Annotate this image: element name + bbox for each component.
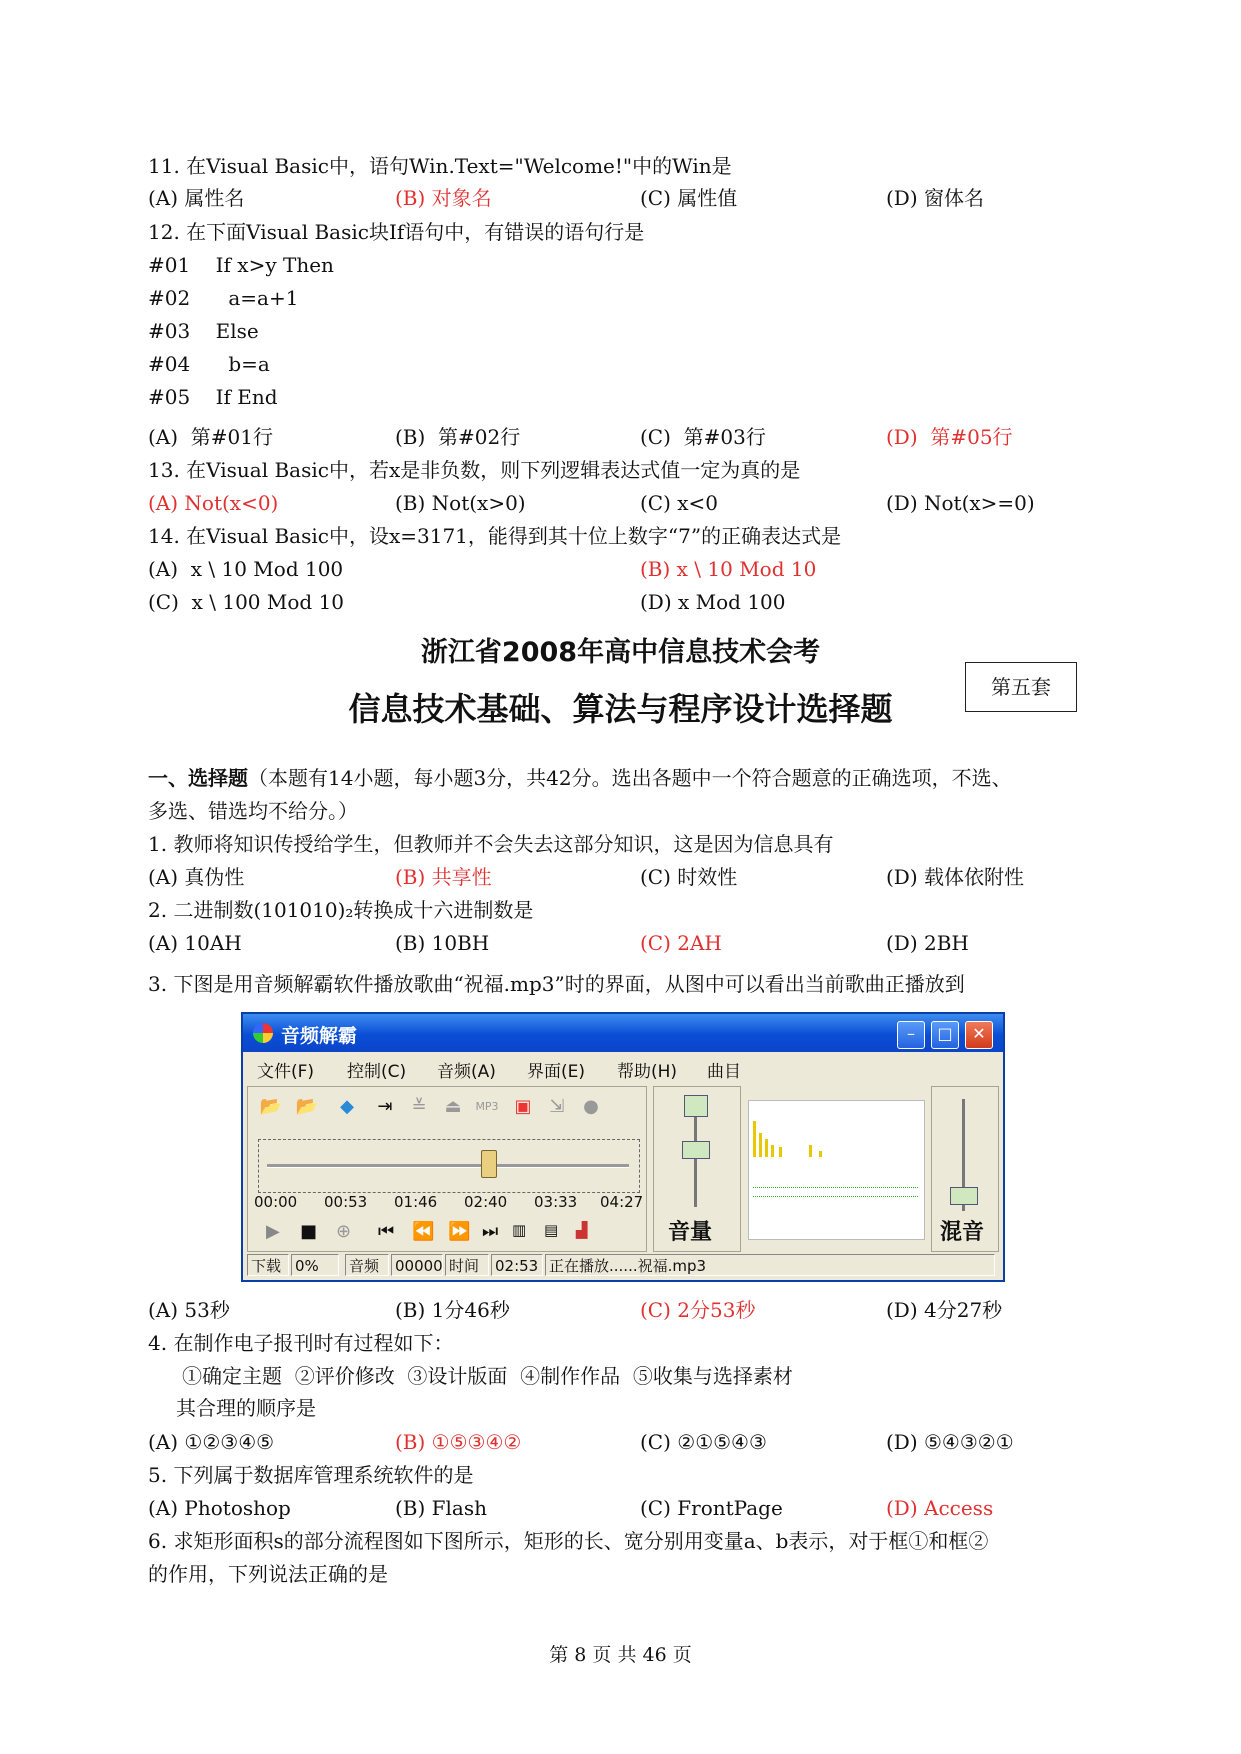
- section-intro: [148, 764, 1012, 792]
- loop-icon[interactable]: ≚: [411, 1096, 427, 1117]
- ab-repeat-icon[interactable]: ⇥: [377, 1096, 393, 1117]
- q13-option-d: (D) Not(x>=0): [886, 491, 1035, 515]
- p1-option-d: (D) 载体依附性: [886, 865, 1024, 889]
- mix-panel: [931, 1086, 999, 1252]
- code-line: #02 a=a+1: [148, 286, 299, 310]
- time-label: 时间: [445, 1254, 489, 1276]
- open-file-icon[interactable]: 📂: [295, 1096, 319, 1117]
- p2-option-b: (B) 10BH: [395, 931, 490, 955]
- audio-label: 音频: [345, 1254, 389, 1276]
- code-line: #05 If End: [148, 385, 278, 409]
- player-title: 音频解霸: [281, 1025, 358, 1047]
- menu-file[interactable]: 文件(F): [257, 1062, 315, 1082]
- q14-option-d: (D) x Mod 100: [640, 590, 786, 614]
- exam-subtitle: 信息技术基础、算法与程序设计选择题: [348, 690, 893, 728]
- q11-option-d: (D) 窗体名: [886, 186, 984, 210]
- p1-option-a: (A) 真伪性: [148, 865, 245, 889]
- open-folder-icon[interactable]: 📂: [259, 1096, 283, 1117]
- p4-stem: 4. 在制作电子报刊时有过程如下：: [148, 1331, 454, 1355]
- spectrum-icon[interactable]: ▟: [576, 1221, 588, 1239]
- q12-stem: 12. 在下面Visual Basic块If语句中，有错误的语句行是: [148, 220, 645, 244]
- section-desc: （本题有14小题，每小题3分，共42分。选出各题中一个符合题意的正确选项，不选、: [248, 766, 1012, 790]
- p4-option-c: (C) ②①⑤④③: [640, 1430, 767, 1454]
- q11-stem: 11. 在Visual Basic中，语句Win.Text="Welcome!"中的Win是: [148, 154, 732, 178]
- p1-stem: 1. 教师将知识传授给学生，但教师并不会失去这部分知识，这是因为信息具有: [148, 832, 834, 856]
- menu-help[interactable]: 帮助(H): [617, 1062, 678, 1082]
- spectrum-bar: [753, 1121, 756, 1157]
- p6-stem: 6. 求矩形面积s的部分流程图如下图所示，矩形的长、宽分别用变量a、b表示，对于框①和框②: [148, 1529, 989, 1553]
- q14-stem: 14. 在Visual Basic中，设x=3171，能得到其十位上数字“7”的正确表达式是: [148, 524, 842, 548]
- time-value: 02:53: [491, 1254, 543, 1276]
- q11-option-b: (B) 对象名: [395, 186, 492, 210]
- screen-icon[interactable]: ▤: [544, 1221, 559, 1239]
- seek-thumb[interactable]: [481, 1150, 497, 1178]
- mix-label: 混音: [940, 1220, 985, 1245]
- q14-option-a: (A) x \ 10 Mod 100: [148, 557, 344, 581]
- waveform: [753, 1187, 918, 1197]
- q12-option-a: (A) 第#01行: [148, 425, 273, 449]
- time-mark: 00:00: [254, 1193, 298, 1211]
- playlist-icon[interactable]: ◆: [340, 1096, 354, 1117]
- mp3-icon[interactable]: MP3: [475, 1100, 499, 1113]
- volume-panel: [653, 1086, 741, 1252]
- volume-label: 音量: [668, 1220, 713, 1245]
- q12-option-d: (D) 第#05行: [886, 425, 1013, 449]
- section-desc-cont: 多选、错选均不给分。）: [148, 799, 358, 823]
- minimize-icon[interactable]: –: [897, 1021, 925, 1049]
- balance-slider[interactable]: [684, 1095, 708, 1117]
- code-line: #03 Else: [148, 319, 259, 343]
- time-mark: 01:46: [394, 1193, 438, 1211]
- mix-slider[interactable]: [950, 1187, 978, 1205]
- p1-option-b: (B) 共享性: [395, 865, 492, 889]
- p5-option-b: (B) Flash: [395, 1496, 488, 1520]
- p3-option-d: (D) 4分27秒: [886, 1298, 1003, 1322]
- p2-option-c: (C) 2AH: [640, 931, 722, 955]
- p2-stem: 2. 二进制数(101010)₂转换成十六进制数是: [148, 898, 534, 922]
- p2-option-d: (D) 2BH: [886, 931, 969, 955]
- p4-option-a: (A) ①②③④⑤: [148, 1430, 275, 1454]
- player-menubar: [243, 1052, 1003, 1084]
- time-mark: 03:33: [534, 1193, 578, 1211]
- p5-option-c: (C) FrontPage: [640, 1496, 783, 1520]
- record-card-icon[interactable]: ▣: [514, 1096, 532, 1117]
- menu-audio[interactable]: 音频(A): [437, 1062, 496, 1082]
- q13-option-c: (C) x<0: [640, 491, 719, 515]
- spectrum-bar: [765, 1139, 768, 1157]
- seek-track: [267, 1164, 629, 1168]
- equalizer-icon[interactable]: ▥: [512, 1221, 527, 1239]
- audio-player-window: [241, 1012, 1005, 1282]
- menu-control[interactable]: 控制(C): [347, 1062, 407, 1082]
- p5-option-a: (A) Photoshop: [148, 1496, 291, 1520]
- p4-question: 其合理的顺序是: [176, 1396, 316, 1420]
- now-playing: 正在播放......祝福.mp3: [545, 1254, 995, 1276]
- player-statusbar: [247, 1254, 999, 1278]
- q13-stem: 13. 在Visual Basic中，若x是非负数，则下列逻辑表达式值一定为真的是: [148, 458, 801, 482]
- rewind-icon[interactable]: ⏪: [412, 1221, 435, 1242]
- set-label-box: 第五套: [965, 662, 1077, 712]
- control-panel: [247, 1086, 647, 1252]
- previous-track-icon[interactable]: ⏮: [378, 1221, 395, 1242]
- download-label: 下载: [247, 1254, 289, 1276]
- q11-option-a: (A) 属性名: [148, 186, 245, 210]
- p3-option-a: (A) 53秒: [148, 1298, 230, 1322]
- p3-option-b: (B) 1分46秒: [395, 1298, 510, 1322]
- stop-record-icon[interactable]: ●: [583, 1096, 599, 1117]
- p6-stem-cont: 的作用，下列说法正确的是: [148, 1562, 388, 1586]
- p3-option-c: (C) 2分53秒: [640, 1298, 756, 1322]
- p5-option-d: (D) Access: [886, 1496, 994, 1520]
- capture-icon[interactable]: ⇲: [549, 1096, 565, 1117]
- maximize-icon[interactable]: □: [931, 1021, 959, 1049]
- player-titlebar: [243, 1014, 1003, 1052]
- code-line: #01 If x>y Then: [148, 253, 334, 277]
- play-icon[interactable]: ▶: [266, 1221, 280, 1242]
- page-footer: 第 8 页 共 46 页: [549, 1644, 692, 1666]
- web-icon[interactable]: ⊕: [336, 1221, 352, 1242]
- spectrum-bar: [771, 1145, 774, 1157]
- audio-value: 00000: [391, 1254, 443, 1276]
- eject-icon[interactable]: ⏏: [444, 1096, 462, 1117]
- q14-option-b: (B) x \ 10 Mod 10: [640, 557, 817, 581]
- time-mark: 00:53: [324, 1193, 368, 1211]
- spectrum-bar: [759, 1133, 762, 1157]
- q12-option-b: (B) 第#02行: [395, 425, 521, 449]
- q14-option-c: (C) x \ 100 Mod 10: [148, 590, 345, 614]
- fast-forward-icon[interactable]: ⏩: [448, 1221, 471, 1242]
- q11-option-c: (C) 属性值: [640, 186, 738, 210]
- time-mark: 02:40: [464, 1193, 508, 1211]
- spectrum-display: [748, 1100, 925, 1240]
- exam-title: 浙江省2008年高中信息技术会考: [420, 637, 821, 668]
- spectrum-bar: [809, 1145, 812, 1157]
- code-line: #04 b=a: [148, 352, 270, 376]
- q13-option-a: (A) Not(x<0): [148, 491, 279, 515]
- q13-option-b: (B) Not(x>0): [395, 491, 526, 515]
- p5-stem: 5. 下列属于数据库管理系统软件的是: [148, 1463, 474, 1487]
- download-value: 0%: [291, 1254, 339, 1276]
- menu-tracks[interactable]: 曲目: [707, 1062, 741, 1082]
- menu-interface[interactable]: 界面(E): [527, 1062, 586, 1082]
- p4-steps: ①确定主题 ②评价修改 ③设计版面 ④制作作品 ⑤收集与选择素材: [182, 1364, 793, 1388]
- close-icon[interactable]: ✕: [965, 1021, 993, 1049]
- p4-option-b: (B) ①⑤③④②: [395, 1430, 522, 1454]
- volume-slider[interactable]: [682, 1141, 710, 1159]
- q12-option-c: (C) 第#03行: [640, 425, 766, 449]
- time-mark: 04:27: [600, 1193, 644, 1211]
- next-track-icon[interactable]: ⏭: [482, 1221, 499, 1242]
- stop-icon[interactable]: ■: [300, 1221, 318, 1242]
- p2-option-a: (A) 10AH: [148, 931, 242, 955]
- app-disc-icon: [253, 1023, 273, 1043]
- spectrum-bar: [819, 1151, 822, 1157]
- p4-option-d: (D) ⑤④③②①: [886, 1430, 1014, 1454]
- section-label: 一、选择题: [148, 766, 248, 790]
- seek-bar[interactable]: [258, 1139, 640, 1193]
- p3-stem: 3. 下图是用音频解霸软件播放歌曲“祝福.mp3”时的界面，从图中可以看出当前歌曲正播放到: [148, 972, 965, 996]
- spectrum-bar: [779, 1147, 782, 1157]
- p1-option-c: (C) 时效性: [640, 865, 738, 889]
